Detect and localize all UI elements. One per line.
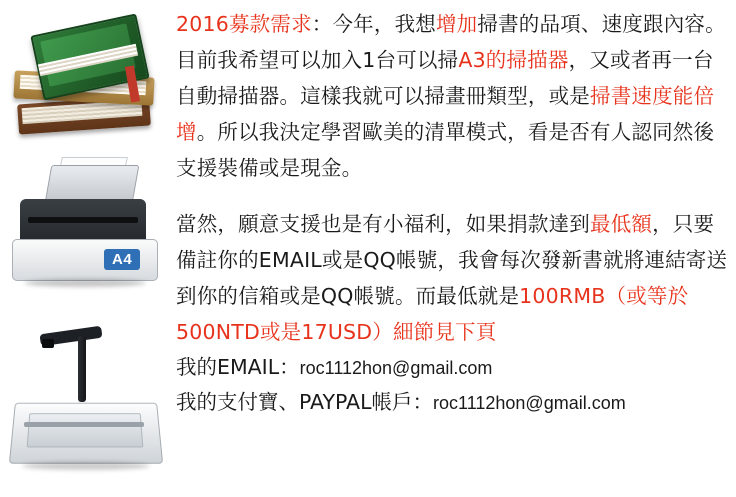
scanner-feed-tray: [45, 165, 140, 203]
overhead-scanner-image: [6, 330, 166, 490]
scanner-press-bar: [24, 422, 144, 427]
text-run-supporter-benefits-3: 100RMB（或等於 500NTD或是17USD）細節見下頁: [176, 284, 689, 344]
text-run-funding-needs-5: ，又或者再一台自動掃描器。這樣我就可以掃畫冊類型，或是: [176, 48, 714, 108]
stacked-books-image: [10, 8, 160, 148]
text-run-funding-needs-2: 增加: [435, 12, 478, 36]
text-run-funding-needs-4: A3的掃描器: [458, 48, 569, 72]
text-run-supporter-benefits-0: 當然，願意支援也是有小福利，如果捐款達到: [176, 212, 590, 236]
a4-badge: A4: [104, 249, 140, 270]
text-run-funding-needs-1: ：今年，我想: [311, 12, 436, 36]
contact-payment-value: roc1112hon@gmail.com: [433, 393, 626, 413]
paragraph-funding-needs: [176, 6, 728, 186]
text-run-funding-needs-7: 。所以我決定學習歐美的清單模式，看是否有人認同然後支援裝備或是現金。: [176, 120, 715, 180]
sheet-fed-scanner-image: [8, 165, 164, 305]
contact-email-value: roc1112hon@gmail.com: [299, 358, 493, 378]
scanner-arm: [78, 336, 86, 402]
contact-email-label: 我的EMAIL：: [176, 355, 300, 379]
text-column: [176, 6, 728, 494]
contact-email-line: [176, 350, 728, 385]
text-run-funding-needs-0: 2016募款需求: [176, 12, 312, 36]
text-run-funding-needs-3: 掃書的品項、速度跟內容。目前我希望可以加入1台可以掃: [176, 12, 726, 72]
text-run-funding-needs-6: 掃書速度能倍增: [176, 84, 715, 144]
text-run-supporter-benefits-2: ，只要備註你的EMAIL或是QQ帳號，我會每次發新書就將連結寄送到你的信箱或是QQ帳號。而最低就是: [176, 212, 728, 308]
illustration-column: [0, 0, 170, 497]
contact-payment-line: [176, 385, 728, 420]
scanner-shadow: [24, 279, 146, 287]
overhead-scanner-shadow: [22, 462, 150, 470]
scanner-lens-icon: [42, 339, 54, 348]
scanner-output-slot: [28, 217, 138, 223]
text-run-supporter-benefits-1: 最低額: [590, 212, 653, 236]
contact-payment-label: 我的支付寶、PAYPAL帳戶：: [176, 390, 434, 414]
paragraph-supporter-benefits: [176, 206, 728, 350]
scanner-mat: [27, 413, 144, 447]
